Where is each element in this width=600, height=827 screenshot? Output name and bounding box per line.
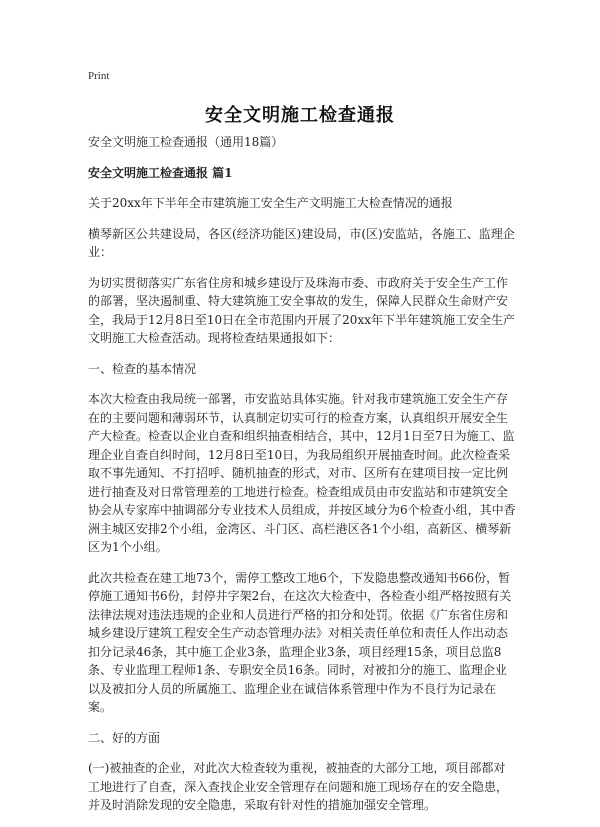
print-link[interactable]: Print: [88, 70, 110, 82]
paragraph-intro: 为切实贯彻落实广东省住房和城乡建设厅及珠海市委、市政府关于安全生产工作的部署，坚决遏制重、特大建筑施工安全事故的发生，保障人民群众生命财产安全，我局于12月8日至10日在全市范围内开展了20xx年下半年建筑施工安全生产文明施工大检查活动。现将检查结果通报如下：: [88, 275, 515, 345]
paragraph-inspection-results: 此次共检查在建工地73个，需停工整改工地6个，下发隐患整改通知书66份，暂停施工通知书6份，封停井字架2台，在这次大检查中，各检查小组严格按照有关法律法规对违法违规的企业和人员进行严格的扣分和处罚。依据《广东省住房和城乡建设厅建筑工程安全生产动态管理办法》对相关责任单位和责任人作出动态扣分记录46条，其中施工企业3条，监理企业3条，项目经理15条，项目总监8条、专业监理工程师1条、专职安全员16条。同时，对被扣分的施工、监理企业以及被扣分人员的所属施工、监理企业在诚信体系管理中作为不良行为记录在案。: [88, 570, 512, 714]
section-heading-good-aspects: 二、好的方面: [88, 730, 161, 745]
paragraph-notice-title: 关于20xx年下半年全市建筑施工安全生产文明施工大检查情况的通报: [88, 196, 453, 210]
document-subtitle: 安全文明施工检查通报（通用18篇）: [88, 135, 284, 149]
section-heading-basic-situation: 一、检查的基本情况: [88, 361, 197, 376]
document-body: [88, 133, 516, 827]
paragraph-addressees: 横琴新区公共建设局，各区(经济功能区)建设局，市(区)安监站，各施工、监理企业：: [88, 226, 515, 259]
paragraph-good-aspect-1: (一)被抽查的企业，对此次大检查较为重视，被抽查的大部分工地，项目部都对工地进行了自查，深入查找企业安全管理存在问题和施工现场存在的安全隐患，并及时消除发现的安全隐患，采取有针对性的措施加强安全管理。: [88, 761, 509, 812]
paragraph-inspection-details: 本次大检查由我局统一部署，市安监站具体实施。针对我市建筑施工安全生产存在的主要问题和薄弱环节，认真制定切实可行的检查方案，认真组织开展安全生产大检查。检查以企业自查和组织抽查相结合，其中，12月1日至7日为施工、监理企业自查自纠时间，12月8日至10日，为我局组织开展抽查时间。此次检查采取不事先通知、不打招呼、随机抽查的形式，对市、区所有在建项目按一定比例进行抽查及对日常管理差的工地进行检查。检查组成员由市安监站和市建筑安全协会从专家库中抽调部分专业技术人员组成，并按区域分为6个检查小组，其中香洲主城区安排2个小组，金湾区、斗门区、高栏港区各1个小组，高新区、横琴新区为1个小组。: [88, 392, 516, 554]
article-heading: 安全文明施工检查通报 篇1: [88, 165, 233, 180]
page-title: 安全文明施工检查通报: [205, 105, 395, 126]
